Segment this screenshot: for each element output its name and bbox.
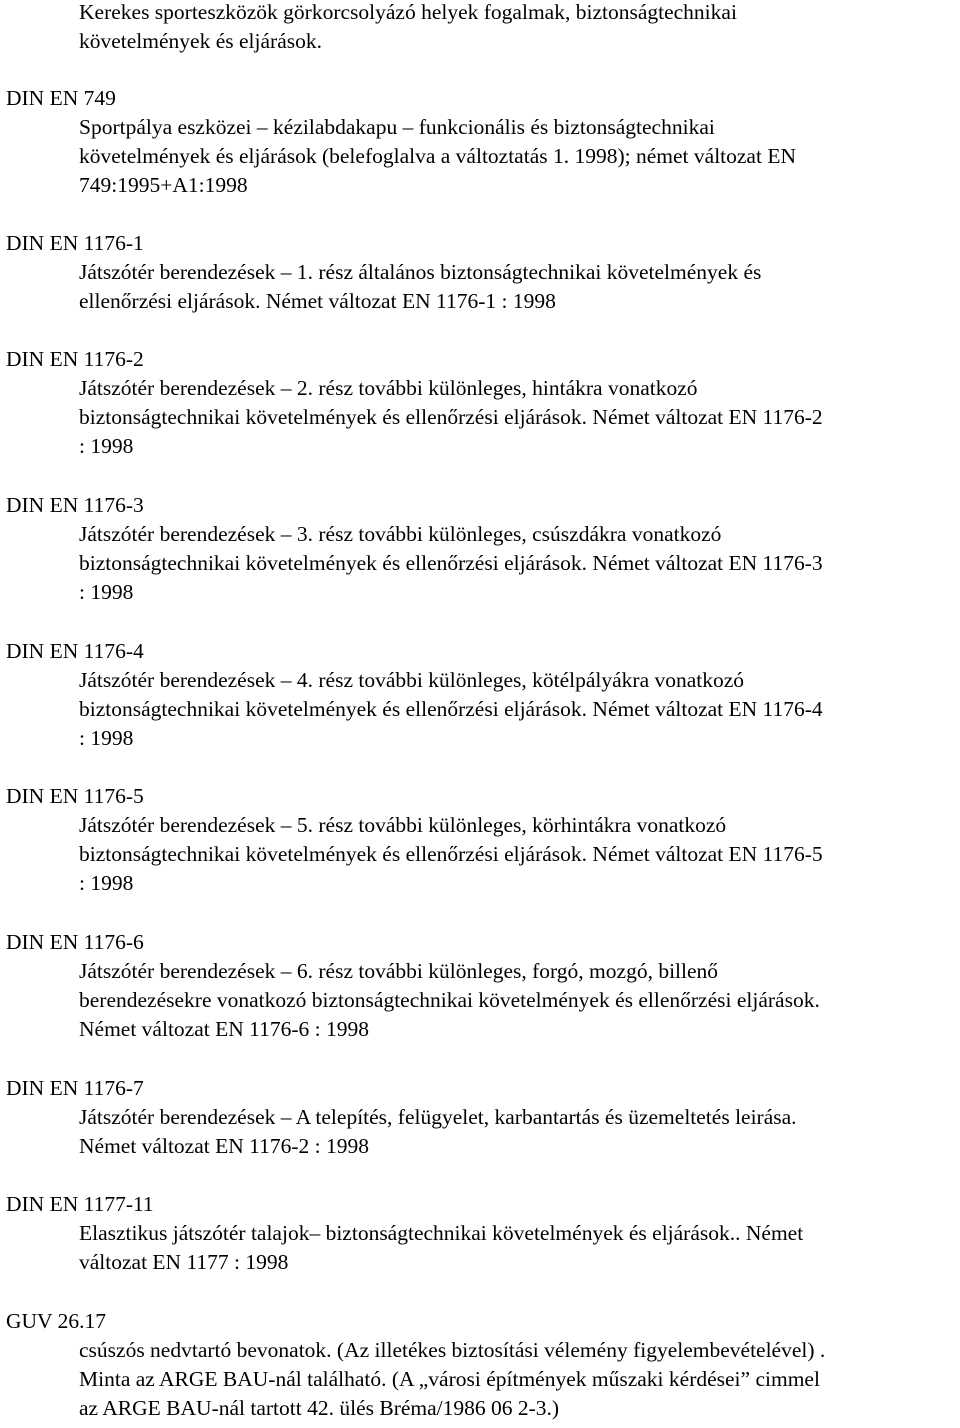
description-line: Játszótér berendezések – 3. rész további különleges, csúszdákra vonatkozó (79, 522, 722, 546)
standard-entry (0, 345, 960, 461)
standard-code: DIN EN 1176-3 (6, 493, 144, 517)
standard-entry (0, 84, 960, 200)
standard-entry (0, 782, 960, 898)
standard-code: DIN EN 1176-7 (6, 1076, 144, 1100)
description-line: Játszótér berendezések – 4. rész további különleges, kötélpályákra vonatkozó (79, 668, 745, 692)
description-line: Játszótér berendezések – 6. rész további különleges, forgó, mozgó, billenő (79, 959, 719, 983)
standard-description (0, 811, 960, 898)
standard-code: DIN EN 1176-6 (6, 930, 144, 954)
standard-entry (0, 491, 960, 607)
description-line: biztonságtechnikai követelmények és ellenőrzési eljárások. Német változat EN 1176-3 (79, 551, 823, 575)
description-line: biztonságtechnikai követelmények és ellenőrzési eljárások. Német változat EN 1176-4 (79, 697, 823, 721)
standard-description (0, 1336, 960, 1423)
intro-line: Kerekes sporteszközök görkorcsolyázó helyek fogalmak, biztonságtechnikai (79, 0, 737, 24)
standard-description (0, 1103, 960, 1161)
standard-code: DIN EN 749 (6, 86, 116, 110)
standard-description (0, 957, 960, 1044)
standard-code: DIN EN 1177-11 (6, 1192, 154, 1216)
description-line: : 1998 (79, 580, 134, 604)
standard-entry (0, 637, 960, 753)
description-line: Játszótér berendezések – 2. rész további különleges, hintákra vonatkozó (79, 376, 698, 400)
description-line: biztonságtechnikai követelmények és ellenőrzési eljárások. Német változat EN 1176-2 (79, 405, 823, 429)
description-line: berendezésekre vonatkozó biztonságtechnikai követelmények és ellenőrzési eljárások. (79, 988, 820, 1012)
standard-description (0, 374, 960, 461)
standard-entry (0, 1307, 960, 1423)
intro-line: követelmények és eljárások. (79, 29, 322, 53)
description-line: : 1998 (79, 871, 134, 895)
standard-entry (0, 1074, 960, 1161)
description-line: : 1998 (79, 434, 134, 458)
standard-code: DIN EN 1176-2 (6, 347, 144, 371)
description-line: Német változat EN 1176-2 : 1998 (79, 1134, 369, 1158)
standard-code: DIN EN 1176-4 (6, 639, 144, 663)
description-line: Játszótér berendezések – A telepítés, felügyelet, karbantartás és üzemeltetés leirása. (79, 1105, 797, 1129)
standard-description (0, 258, 960, 316)
standard-entry (0, 1190, 960, 1277)
description-line: változat EN 1177 : 1998 (79, 1250, 289, 1274)
standard-description (0, 113, 960, 200)
standard-code: GUV 26.17 (6, 1309, 106, 1333)
standard-code: DIN EN 1176-5 (6, 784, 144, 808)
description-line: 749:1995+A1:1998 (79, 173, 248, 197)
standard-entry (0, 928, 960, 1044)
standard-description (0, 1219, 960, 1277)
description-line: Minta az ARGE BAU-nál található. (A „városi építmények műszaki kérdései” cimmel (79, 1367, 820, 1391)
intro-paragraph (0, 0, 960, 56)
description-line: követelmények és eljárások (belefoglalva a változtatás 1. 1998); német változat EN (79, 144, 796, 168)
standard-description (0, 520, 960, 607)
standard-entry (0, 229, 960, 316)
description-line: Elasztikus játszótér talajok– biztonságtechnikai követelmények és eljárások.. Német (79, 1221, 804, 1245)
description-line: az ARGE BAU-nál tartott 42. ülés Bréma/1986 06 2-3.) (79, 1396, 560, 1420)
standard-description (0, 666, 960, 753)
description-line: Játszótér berendezések – 1. rész általános biztonságtechnikai követelmények és (79, 260, 762, 284)
description-line: Játszótér berendezések – 5. rész további különleges, körhintákra vonatkozó (79, 813, 727, 837)
description-line: csúszós nedvtartó bevonatok. (Az illetékes biztosítási vélemény figyelembevételével) . (79, 1338, 826, 1362)
description-line: Német változat EN 1176-6 : 1998 (79, 1017, 369, 1041)
standard-code: DIN EN 1176-1 (6, 231, 144, 255)
description-line: Sportpálya eszközei – kézilabdakapu – funkcionális és biztonságtechnikai (79, 115, 715, 139)
description-line: : 1998 (79, 726, 134, 750)
description-line: ellenőrzési eljárások. Német változat EN 1176-1 : 1998 (79, 289, 556, 313)
description-line: biztonságtechnikai követelmények és ellenőrzési eljárások. Német változat EN 1176-5 (79, 842, 823, 866)
